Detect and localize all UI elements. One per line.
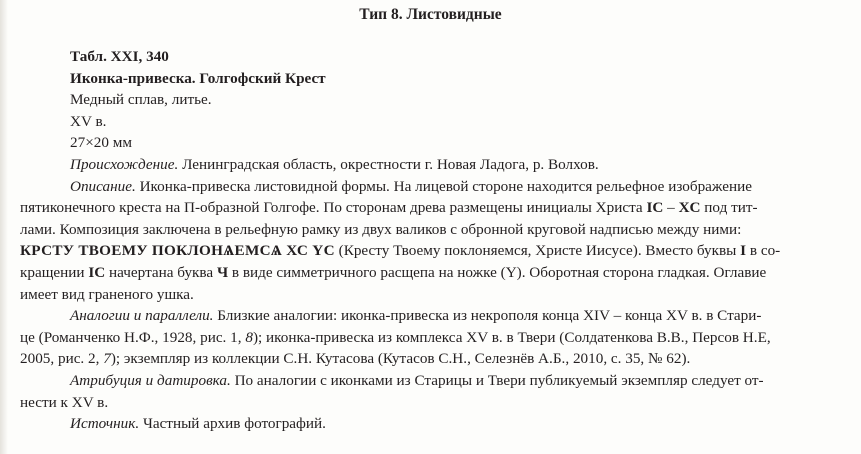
section-header: Тип 8. Листовидные — [359, 6, 502, 23]
letter-i: I — [740, 242, 747, 260]
analogies-text-3a: 2005, рис. 2, — [20, 350, 104, 368]
analogies-text-3c: ); экземпляр из коллекции С.Н. Кутасова (Кутасов С.Н., Селезнёв А.Б., 2010, с. 35, № 62). — [110, 350, 691, 368]
description-line-4 — [20, 240, 846, 262]
slavonic-inscription: КРСТУ ТВОЕМУ ПОКЛОНѦЕМСѦ ХС ҮС — [20, 242, 335, 260]
description-text-2a: пятиконечного креста на П-образной Голгофе. По сторонам древа размещены инициалы Христа — [20, 199, 647, 217]
analogies-text-1: Близкие аналогии: иконка-привеска из некрополя конца XIV – конца XV в. в Стари- — [213, 307, 762, 325]
description-line-2 — [20, 197, 846, 219]
description-line-1 — [20, 176, 846, 198]
table-reference: Табл. XXI, 340 — [70, 48, 169, 65]
analogies-text-2c: ); иконка-привеска из комплекса XV в. в Твери (Солдатенкова В.В., Персов Н.Е, — [252, 328, 771, 346]
letter-y: Y — [505, 263, 517, 281]
origin-paragraph — [70, 154, 846, 176]
initial-xc: XC — [678, 199, 701, 217]
description-text-5b: начертана буква — [105, 263, 217, 281]
source-label: Источник. — [70, 415, 140, 433]
analogies-fig-ref-8: 8 — [245, 328, 253, 346]
description-label: Описание. — [70, 177, 136, 195]
attribution-line-1 — [20, 370, 846, 392]
attribution-label: Атрибуция и датировка. — [70, 371, 231, 389]
attribution-paragraph — [20, 370, 846, 413]
initial-ic-2: IC — [88, 263, 106, 281]
catalog-entry — [20, 46, 846, 435]
description-text-5d: ). Оборотная сторона гладкая. Оглавие — [516, 263, 767, 281]
description-paragraph — [20, 176, 846, 306]
description-text-1: Иконка-привеска листовидной формы. На лицевой стороне находится рельефное изображение — [135, 177, 752, 195]
attribution-text-1: По аналогии с иконками из Старицы и Твери публикуемый экземпляр следует от- — [230, 371, 764, 389]
analogies-text-2a: це (Романченко Н.Ф., 1928, рис. 1, — [20, 328, 246, 346]
century-line: XV в. — [70, 112, 107, 130]
description-text-4a: (Кресту Твоему поклоняемся, Христе Иисусе). Вместо буквы — [334, 242, 741, 260]
entry-title: Иконка-привеска. Голгофский Крест — [70, 69, 326, 87]
attribution-line-2: нести к XV в. — [20, 393, 109, 411]
analogies-line-3 — [20, 348, 846, 370]
origin-text: Ленинградская область, окрестности г. Новая Ладога, р. Волхов. — [178, 155, 599, 173]
description-line-5 — [20, 262, 846, 284]
material-line: Медный сплав, литье. — [70, 91, 212, 109]
analogies-line-2 — [20, 327, 846, 349]
initial-ic: IC — [646, 199, 664, 217]
analogies-label: Аналогии и параллели. — [70, 307, 214, 325]
origin-label: Происхождение. — [70, 155, 179, 173]
letter-ch: Ч — [216, 263, 229, 281]
size-line: 27×20 мм — [70, 134, 132, 152]
description-text-5c: в виде симметричного расщепа на ножке ( — [228, 263, 506, 281]
description-text-4b: в со- — [746, 242, 781, 260]
description-line-3: лами. Композиция заключена в рельефную рамку из двух валиков с обронной круговой надписью между ними: — [20, 220, 742, 238]
source-text: Частный архив фотографий. — [139, 415, 326, 433]
description-text-5a: кращении — [20, 263, 89, 281]
analogies-paragraph — [20, 305, 846, 370]
dash: – — [663, 199, 679, 217]
source-paragraph — [70, 413, 846, 435]
description-line-6: имеет вид граненого ушка. — [20, 285, 194, 303]
analogies-fig-ref-7: 7 — [103, 350, 111, 368]
page-edge-shadow — [0, 0, 8, 454]
description-text-2b: под тит- — [700, 199, 758, 217]
analogies-line-1 — [20, 305, 846, 327]
